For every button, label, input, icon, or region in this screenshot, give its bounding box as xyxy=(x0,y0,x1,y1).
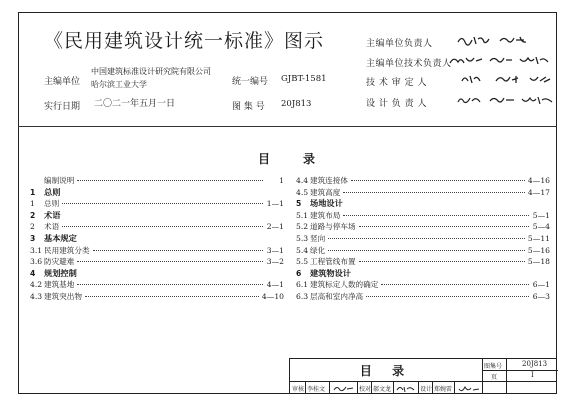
toc-number: 4 xyxy=(30,268,36,278)
toc-leader-dots xyxy=(77,180,263,181)
toc-leader-dots xyxy=(62,226,263,227)
toc-entry[interactable] xyxy=(30,291,284,303)
toc-number: 2 xyxy=(30,210,36,220)
toc-text: 道路与停车场 xyxy=(310,222,356,232)
toc-entry[interactable] xyxy=(296,291,550,303)
toc-text: 规划控制 xyxy=(44,267,77,278)
signature-design xyxy=(456,94,556,106)
resp-label-design: 设 计 负 责 人 xyxy=(366,99,427,109)
toc-text: 场地设计 xyxy=(310,198,343,209)
toc-page: 5—4 xyxy=(532,222,550,232)
toc-page: 1—1 xyxy=(266,199,284,209)
toc-page: 5—1 xyxy=(532,210,550,220)
toc-text: 层高和室内净高 xyxy=(310,291,364,301)
toc-page: 4—16 xyxy=(527,176,550,185)
design-signature xyxy=(458,384,480,393)
toc-text: 民用建筑分类 xyxy=(44,245,90,255)
toc-text: 绿化 xyxy=(310,245,326,255)
signature-chief-tech xyxy=(448,54,556,66)
toc-leader-dots xyxy=(328,238,525,239)
resp-label-chief-unit: 主编单位负责人 xyxy=(366,39,433,49)
toc-text: 建筑布局 xyxy=(310,210,341,220)
toc-number: 2 xyxy=(30,222,35,232)
resp-label-tech-review: 技 术 审 定 人 xyxy=(366,78,427,88)
check-label: 校对 xyxy=(359,386,372,393)
toc-chapter[interactable] xyxy=(296,198,550,210)
unified-no: GJBT-1581 xyxy=(281,74,327,84)
toc-page: 2—1 xyxy=(266,222,284,232)
toc-page: 4—17 xyxy=(527,187,550,197)
toc-text: 防灾避难 xyxy=(44,257,75,267)
toc-chapter[interactable] xyxy=(30,210,284,222)
toc-entry[interactable] xyxy=(30,279,284,291)
toc-text: 建筑物设计 xyxy=(310,267,351,278)
toc-leader-dots xyxy=(381,284,529,285)
toc-leader-dots xyxy=(77,284,263,285)
resp-label-chief-tech: 主编单位技术负责人 xyxy=(366,59,452,69)
title-block xyxy=(289,358,557,394)
toc-number: 3.6 xyxy=(30,257,43,267)
toc-page: 1 xyxy=(279,176,284,185)
toc-entry[interactable] xyxy=(30,221,284,233)
toc-page: 4—1 xyxy=(266,280,284,290)
toc-page: 4—10 xyxy=(261,291,284,301)
toc-text: 编制说明 xyxy=(44,176,75,185)
toc-number: 6.3 xyxy=(296,291,309,301)
header-divider xyxy=(18,126,557,127)
toc-page: 5—16 xyxy=(527,245,550,255)
toc-entry[interactable] xyxy=(296,210,550,222)
toc-number: 5.2 xyxy=(296,222,309,232)
toc-entry[interactable] xyxy=(296,175,550,187)
toc-text: 总则 xyxy=(44,199,60,209)
toc-number: 4.2 xyxy=(30,280,43,290)
toc-text: 竖向 xyxy=(310,233,326,243)
toc-page: 6—1 xyxy=(532,280,550,290)
toc-entry[interactable] xyxy=(30,245,284,257)
toc-text: 术语 xyxy=(44,209,61,220)
toc-leader-dots xyxy=(359,226,529,227)
toc-text: 建筑突出物 xyxy=(44,291,82,301)
toc-chapter[interactable] xyxy=(30,187,284,199)
toc-entry[interactable] xyxy=(296,279,550,291)
toc-chapter[interactable] xyxy=(30,233,284,245)
toc-text: 总则 xyxy=(44,186,61,197)
toc-number: 5.4 xyxy=(296,245,309,255)
toc-number: 5 xyxy=(296,199,302,209)
title-block-main: 目 录 xyxy=(359,363,413,378)
toc-text: 建筑高度 xyxy=(310,187,341,197)
toc-number: 6 xyxy=(296,268,302,278)
toc-leader-dots xyxy=(77,261,263,262)
toc-leader-dots xyxy=(359,261,525,262)
design-name: 郑婉雷 xyxy=(434,386,453,393)
toc-leader-dots xyxy=(343,215,529,216)
toc-number: 5.5 xyxy=(296,257,309,267)
signature-tech-review xyxy=(460,73,556,85)
toc-text: 工程管线布置 xyxy=(310,257,356,267)
toc-left-column xyxy=(30,175,284,303)
implement-date-label: 实行日期 xyxy=(44,102,81,112)
toc-chapter[interactable] xyxy=(30,268,284,280)
toc-text: 建筑基地 xyxy=(44,280,75,290)
toc-title-left: 目 xyxy=(258,152,273,166)
title-block-atlas-no: 20J813 xyxy=(522,360,548,368)
toc-number: 4.5 xyxy=(296,187,309,197)
toc-text: 建筑标定人数的确定 xyxy=(310,280,379,290)
toc-page: 5—11 xyxy=(527,233,550,243)
toc-page: 6—3 xyxy=(532,291,550,301)
review-name: 李桂文 xyxy=(307,386,326,393)
toc-leader-dots xyxy=(366,296,529,297)
unified-no-label: 统一编号 xyxy=(232,77,269,87)
toc-number: 4.3 xyxy=(30,291,43,301)
toc-entry[interactable] xyxy=(296,187,550,199)
toc-number: 3.1 xyxy=(30,245,43,255)
atlas-no-label: 图 集 号 xyxy=(232,102,265,112)
title-block-atlas-label: 图集号 xyxy=(484,363,503,370)
toc-text: 基本规定 xyxy=(44,232,77,243)
toc-number: 5.1 xyxy=(296,210,309,220)
toc-number: 5.3 xyxy=(296,233,309,243)
toc-number: 1 xyxy=(30,187,36,197)
toc-entry[interactable] xyxy=(30,198,284,210)
toc-number: 1 xyxy=(30,199,35,209)
toc-page: 3—2 xyxy=(266,257,284,267)
atlas-no: 20J813 xyxy=(281,99,312,109)
toc-entry[interactable] xyxy=(296,221,550,233)
chief-unit-line-1: 中国建筑标准设计研究院有限公司 xyxy=(91,67,211,76)
toc-entry[interactable] xyxy=(30,256,284,268)
toc-entry[interactable] xyxy=(296,245,550,257)
toc-right-column xyxy=(296,175,550,303)
signature-chief-unit xyxy=(456,34,556,46)
chief-unit-label: 主编单位 xyxy=(44,77,81,87)
implement-date: 二〇二一年五月一日 xyxy=(94,99,176,109)
check-name: 郝文龙 xyxy=(373,386,392,393)
toc-number: 3 xyxy=(30,233,36,243)
toc-entry[interactable] xyxy=(296,233,550,245)
toc-leader-dots xyxy=(93,250,263,251)
toc-chapter[interactable] xyxy=(296,268,550,280)
toc-entry[interactable] xyxy=(30,175,284,187)
design-label: 设计 xyxy=(420,386,433,393)
toc-page: 5—18 xyxy=(527,257,550,267)
toc-leader-dots xyxy=(351,180,525,181)
title-block-page-no: I xyxy=(531,371,534,379)
check-signature xyxy=(396,384,416,393)
page-title: 《民用建筑设计统一标准》图示 xyxy=(44,30,325,52)
title-block-page-label: 页 xyxy=(491,374,498,381)
toc-title-right: 录 xyxy=(303,152,318,166)
toc-text: 术语 xyxy=(44,222,60,232)
chief-unit-line-2: 哈尔滨工业大学 xyxy=(91,80,147,89)
toc-number: 6.1 xyxy=(296,280,309,290)
toc-text: 建筑连接体 xyxy=(310,176,348,185)
toc-number: 4.4 xyxy=(296,176,309,185)
review-label: 审核 xyxy=(292,386,305,393)
toc-leader-dots xyxy=(85,296,259,297)
toc-leader-dots xyxy=(62,203,263,204)
toc-page: 3—1 xyxy=(266,245,284,255)
toc-leader-dots xyxy=(343,192,525,193)
toc-entry[interactable] xyxy=(296,256,550,268)
review-signature xyxy=(333,384,355,393)
toc-leader-dots xyxy=(328,250,525,251)
